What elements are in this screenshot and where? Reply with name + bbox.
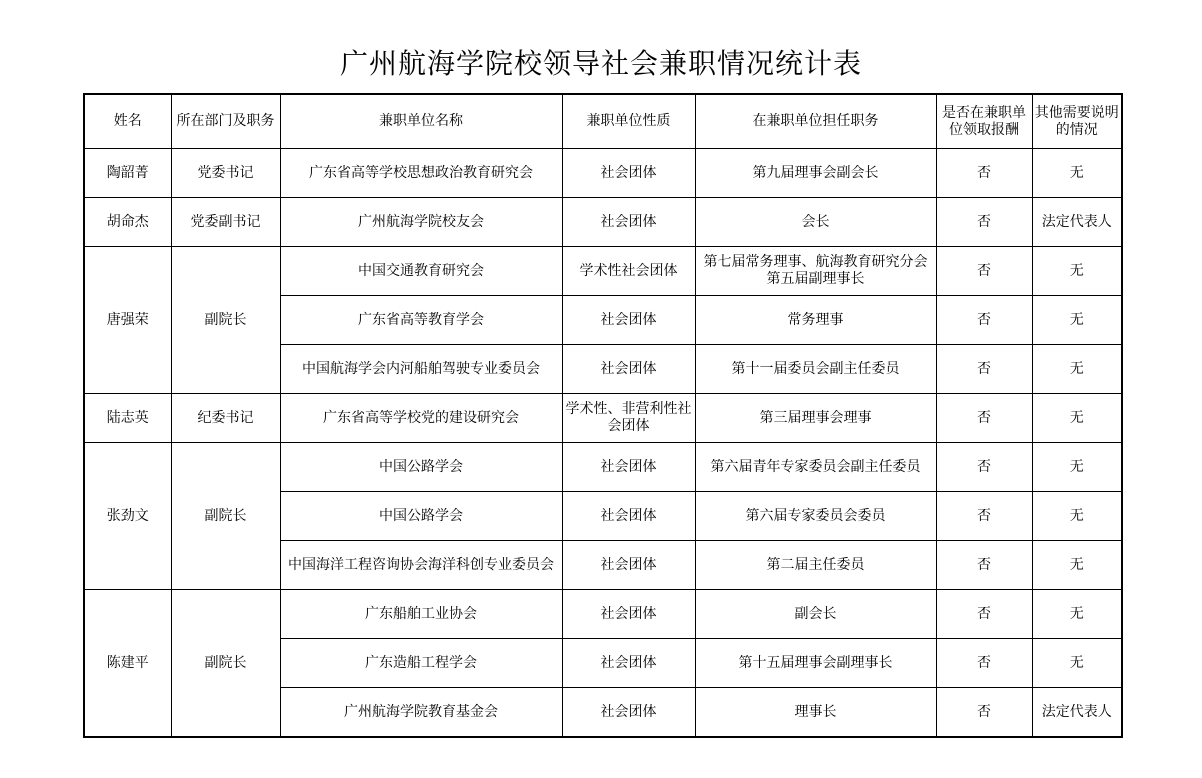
cell-dept: 副院长 [171,443,280,590]
cell-paid: 否 [936,443,1032,492]
cell-paid: 否 [936,590,1032,639]
header-name: 姓名 [84,94,171,149]
table-row [84,590,1122,639]
sheet-title: 广州航海学院校领导社会兼职情况统计表 [339,47,862,80]
cell-paid: 否 [936,198,1032,247]
header-paid: 是否在兼职单位领取报酬 [936,94,1032,149]
cell-org: 广州航海学院校友会 [280,198,562,247]
cell-nature: 社会团体 [562,345,695,394]
cell-role: 第七届常务理事、航海教育研究分会第五届副理事长 [695,247,936,296]
cell-org: 中国海洋工程咨询协会海洋科创专业委员会 [280,541,562,590]
cell-dept: 纪委书记 [171,394,280,443]
cell-note: 法定代表人 [1032,688,1122,738]
cell-org: 广东船舶工业协会 [280,590,562,639]
cell-role: 第六届专家委员会委员 [695,492,936,541]
table-row [84,198,1122,247]
cell-dept: 副院长 [171,247,280,394]
cell-org: 广东省高等学校党的建设研究会 [280,394,562,443]
cell-role: 理事长 [695,688,936,738]
cell-nature: 学术性、非营利性社会团体 [562,394,695,443]
table-body [84,149,1122,738]
header-row [84,94,1122,149]
header-dept: 所在部门及职务 [171,94,280,149]
cell-role: 第二届主任委员 [695,541,936,590]
table-row [84,443,1122,492]
cell-nature: 社会团体 [562,198,695,247]
table-row [84,149,1122,198]
header-nature: 兼职单位性质 [562,94,695,149]
cell-paid: 否 [936,492,1032,541]
cell-role: 第十五届理事会副理事长 [695,639,936,688]
cell-note: 无 [1032,296,1122,345]
cell-name: 张劲文 [84,443,171,590]
cell-org: 广州航海学院教育基金会 [280,688,562,738]
cell-role: 第九届理事会副会长 [695,149,936,198]
cell-note: 法定代表人 [1032,198,1122,247]
cell-dept: 党委副书记 [171,198,280,247]
table-row [84,394,1122,443]
cell-org: 广东省高等学校思想政治教育研究会 [280,149,562,198]
cell-paid: 否 [936,394,1032,443]
cell-role: 副会长 [695,590,936,639]
cell-role: 会长 [695,198,936,247]
header-role: 在兼职单位担任职务 [695,94,936,149]
cell-paid: 否 [936,296,1032,345]
header-org: 兼职单位名称 [280,94,562,149]
cell-paid: 否 [936,247,1032,296]
cell-name: 唐强荣 [84,247,171,394]
cell-org: 广东省高等教育学会 [280,296,562,345]
cell-note: 无 [1032,541,1122,590]
cell-dept: 党委书记 [171,149,280,198]
cell-nature: 社会团体 [562,296,695,345]
leader-parttime-table [83,93,1123,738]
cell-paid: 否 [936,639,1032,688]
cell-nature: 社会团体 [562,541,695,590]
cell-note: 无 [1032,247,1122,296]
cell-role: 第六届青年专家委员会副主任委员 [695,443,936,492]
cell-org: 广东造船工程学会 [280,639,562,688]
cell-name: 陈建平 [84,590,171,738]
cell-org: 中国航海学会内河船舶驾驶专业委员会 [280,345,562,394]
cell-nature: 社会团体 [562,443,695,492]
cell-paid: 否 [936,345,1032,394]
cell-name: 陶韶菁 [84,149,171,198]
cell-note: 无 [1032,590,1122,639]
cell-role: 第十一届委员会副主任委员 [695,345,936,394]
cell-org: 中国公路学会 [280,492,562,541]
cell-note: 无 [1032,149,1122,198]
cell-paid: 否 [936,541,1032,590]
cell-org: 中国公路学会 [280,443,562,492]
cell-paid: 否 [936,688,1032,738]
cell-nature: 社会团体 [562,688,695,738]
cell-note: 无 [1032,394,1122,443]
cell-note: 无 [1032,443,1122,492]
cell-paid: 否 [936,149,1032,198]
cell-name: 胡命杰 [84,198,171,247]
cell-role: 常务理事 [695,296,936,345]
cell-dept: 副院长 [171,590,280,738]
cell-nature: 社会团体 [562,149,695,198]
cell-nature: 学术性社会团体 [562,247,695,296]
cell-nature: 社会团体 [562,590,695,639]
cell-nature: 社会团体 [562,492,695,541]
cell-note: 无 [1032,639,1122,688]
cell-name: 陆志英 [84,394,171,443]
cell-note: 无 [1032,345,1122,394]
cell-nature: 社会团体 [562,639,695,688]
header-note: 其他需要说明的情况 [1032,94,1122,149]
cell-note: 无 [1032,492,1122,541]
table-row [84,247,1122,296]
cell-org: 中国交通教育研究会 [280,247,562,296]
cell-role: 第三届理事会理事 [695,394,936,443]
